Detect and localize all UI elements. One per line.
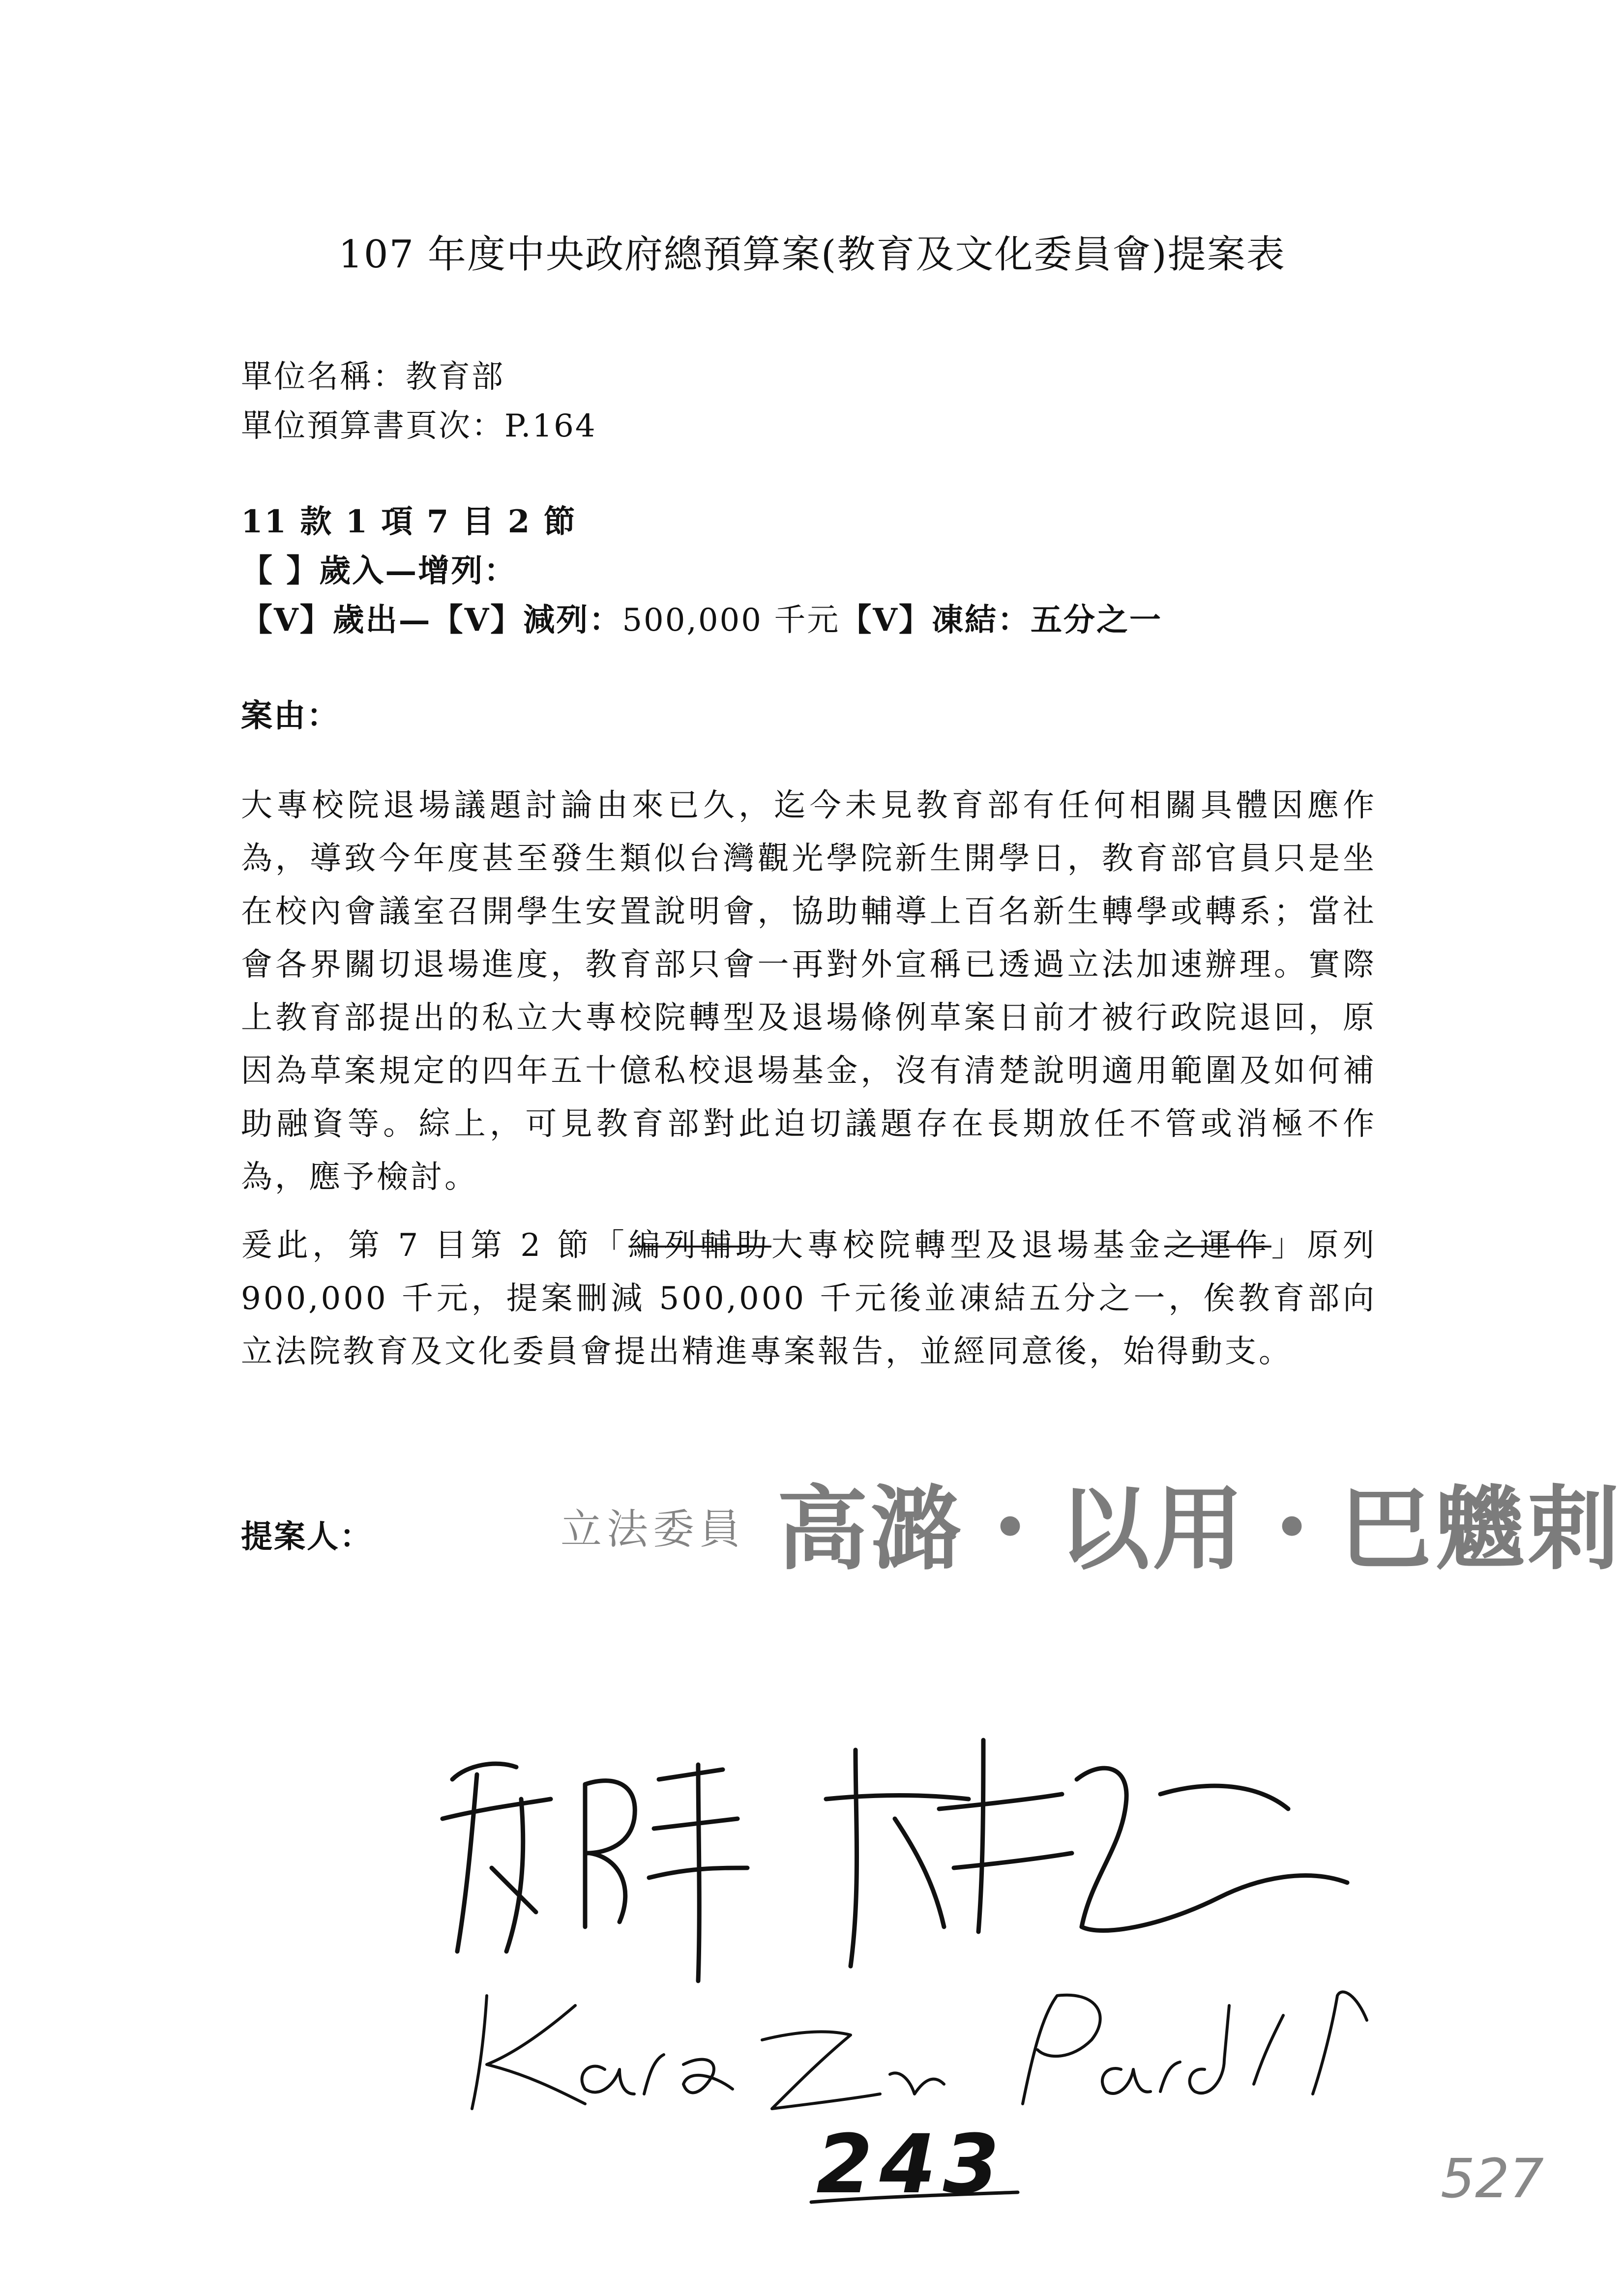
- svg-text:高潞・以用・巴魕剌: 高潞・以用・巴魕剌: [777, 1475, 1622, 1582]
- expenditure-prefix: 【V】歲出—【V】減列：: [241, 602, 622, 639]
- corner-mark: [1436, 2143, 1568, 2222]
- handwritten-signature-1: [423, 1720, 1455, 1996]
- reason-heading: 案由：: [241, 698, 340, 734]
- unit-name-label: 單位名稱：: [241, 359, 406, 395]
- unit-page-value: P.164: [504, 408, 597, 444]
- page-title: 107 年度中央政府總預算案(教育及文化委員會)提案表: [338, 233, 1286, 277]
- unit-name-line: [241, 351, 504, 397]
- decision-before: 爰此，第 7 目第 2 節「: [241, 1227, 629, 1264]
- corner-mark-text: 527: [1441, 2147, 1544, 2210]
- handwritten-signature-2: [457, 1976, 1391, 2123]
- proposer-label: 提案人：: [241, 1518, 373, 1555]
- decision-struck-text-2: 之運作: [1164, 1227, 1271, 1264]
- freeze-prefix: 【V】凍結：: [840, 602, 1031, 639]
- decision-paragraph: [241, 1219, 1377, 1378]
- expenditure-line: [241, 595, 1162, 640]
- legislator-stamp: [561, 1470, 1622, 1588]
- expenditure-amount: 500,000 千元: [622, 602, 840, 639]
- handwritten-page-number: [801, 2114, 1028, 2217]
- unit-name-value: 教育部: [406, 359, 504, 395]
- freeze-value: 五分之一: [1030, 602, 1162, 639]
- revenue-line: 【 】歲入—增列：: [241, 552, 517, 589]
- reason-body: 大專校院退場議題討論由來已久，迄今未見教育部有任何相關具體因應作為，導致今年度甚至發生類似台灣觀光學院新生開學日，教育部官員只是坐在校內會議室召開學生安置說明會，協助輔導上百名新生轉學或轉系；當社會各界關切退場進度，教育部只會一再對外宣稱已透過立法加速辦理。實際上教育部提出的私立大專校院轉型及退場條例草案日前才被行政院退回，原因為草案規定的四年五十億私校退場基金，沒有清楚說明適用範圍及如何補助融資等。綜上，可見教育部對此迫切議題存在長期放任不管或消極不作為，應予檢討。: [241, 787, 1377, 1195]
- decision-fund-name: 大專校院轉型及退場基金: [771, 1227, 1164, 1264]
- budget-section: 11 款 1 項 7 目 2 節: [241, 503, 577, 540]
- unit-page-line: [241, 401, 597, 446]
- page-number-text: 243: [816, 2117, 1006, 2211]
- svg-text:立法委員: 立法委員: [561, 1505, 746, 1553]
- unit-page-label: 單位預算書頁次：: [241, 408, 504, 444]
- decision-struck-text-1: 編列輔助: [628, 1227, 771, 1264]
- decision-after: 」原列 900,000 千元，提案刪減 500,000 千元後並凍結五分之一，俟教育部向立法院教育及文化委員會提出精進專案報告，並經同意後，始得動支。: [241, 1227, 1377, 1370]
